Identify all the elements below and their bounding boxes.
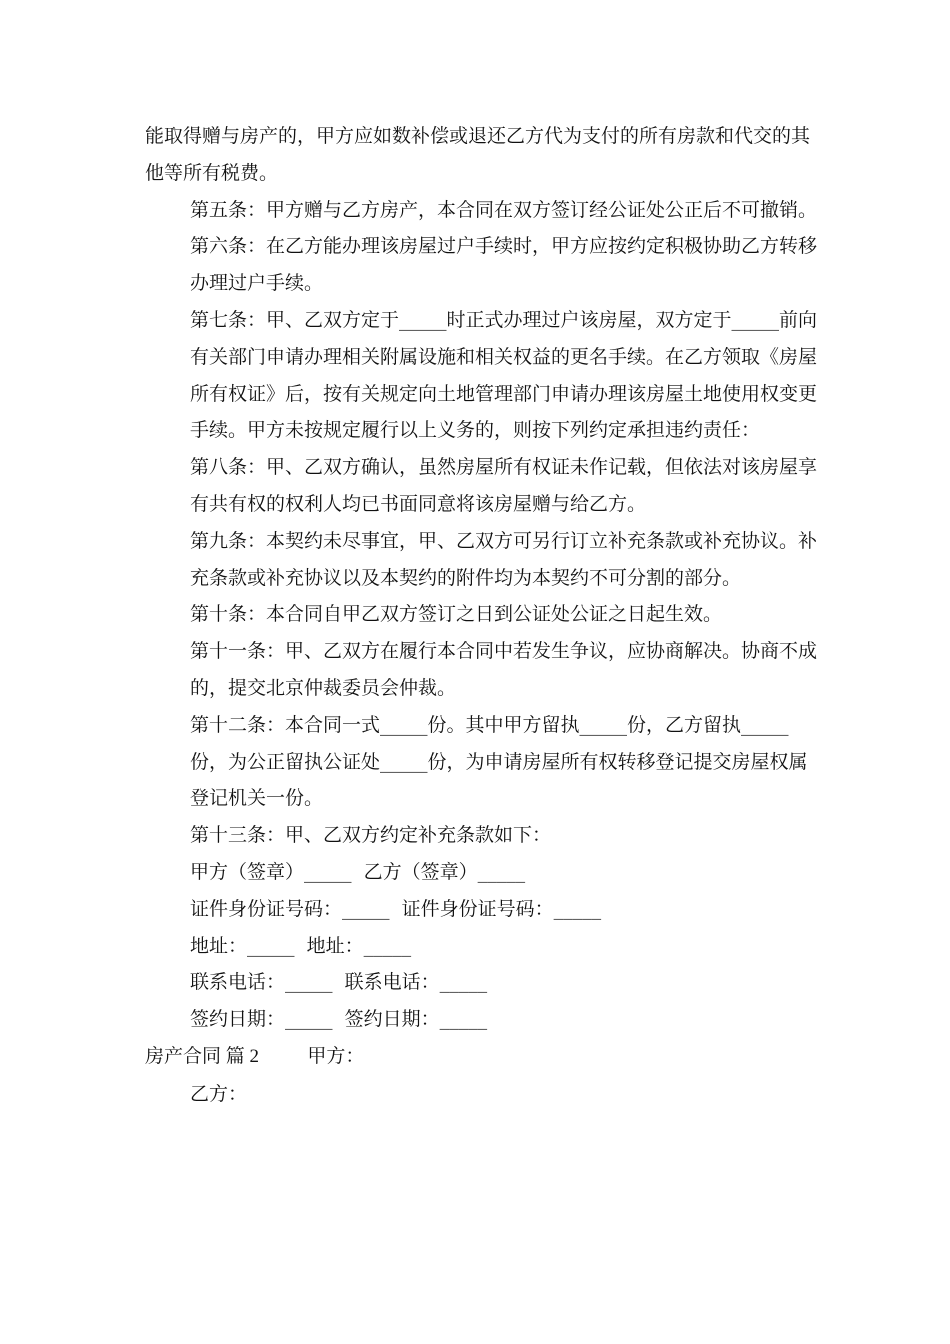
article-6: 第六条：在乙方能办理该房屋过户手续时，甲方应按约定积极协助乙方转移办理过户手续。 [190, 235, 818, 295]
paragraph-continuation: 能取得赠与房产的，甲方应如数补偿或退还乙方代为支付的所有房款和代交的其他等所有税费。 [145, 125, 811, 184]
party-b-label: 乙方： [190, 1082, 248, 1105]
signature-line-date: 签约日期：_____ 签约日期：_____ [190, 1008, 488, 1031]
article-9: 第九条：本契约未尽事宜，甲、乙双方可另行订立补充条款或补充协议。补充条款或补充协议以及本契约的附件均为本契约不可分割的部分。 [190, 529, 818, 589]
article-5: 第五条：甲方赠与乙方房产，本合同在双方签订经公证处公正后不可撤销。 [190, 198, 818, 221]
party-a-label: 甲方： [307, 1044, 365, 1067]
article-13: 第十三条：甲、乙双方约定补充条款如下： [190, 824, 552, 847]
signature-line-id-number: 证件身份证号码：_____ 证件身份证号码：_____ [190, 897, 602, 920]
signature-line-seal: 甲方（签章）_____ 乙方（签章）_____ [190, 860, 526, 883]
signature-line-address: 地址：_____ 地址：_____ [190, 934, 412, 957]
section-2-heading [145, 1038, 825, 1076]
article-12: 第十二条：本合同一式_____份。其中甲方留执_____份，乙方留执_____份，为公正留执公证处_____份，为申请房屋所有权转移登记提交房屋权属登记机关一份。 [190, 713, 808, 810]
article-11: 第十一条：甲、乙双方在履行本合同中若发生争议，应协商解决。协商不成的，提交北京仲裁委员会仲裁。 [190, 640, 818, 699]
section-2-title: 房产合同 篇 2 [145, 1045, 260, 1067]
signature-line-phone: 联系电话：_____ 联系电话：_____ [190, 971, 488, 994]
article-10: 第十条：本合同自甲乙双方签订之日到公证处公证之日起生效。 [190, 603, 723, 626]
article-8: 第八条：甲、乙双方确认，虽然房屋所有权证未作记载，但依法对该房屋享有共有权的权利人均已书面同意将该房屋赠与给乙方。 [190, 456, 818, 515]
article-7: 第七条：甲、乙双方定于_____时正式办理过户该房屋，双方定于_____前向有关部门申请办理相关附属设施和相关权益的更名手续。在乙方领取《房屋所有权证》后，按有关规定向土地管理部门申请办理该房屋土地使用权变更手续。甲方未按规定履行以上义务的，则按下列约定承担违约责任： [190, 308, 818, 442]
document-body [145, 118, 825, 1113]
